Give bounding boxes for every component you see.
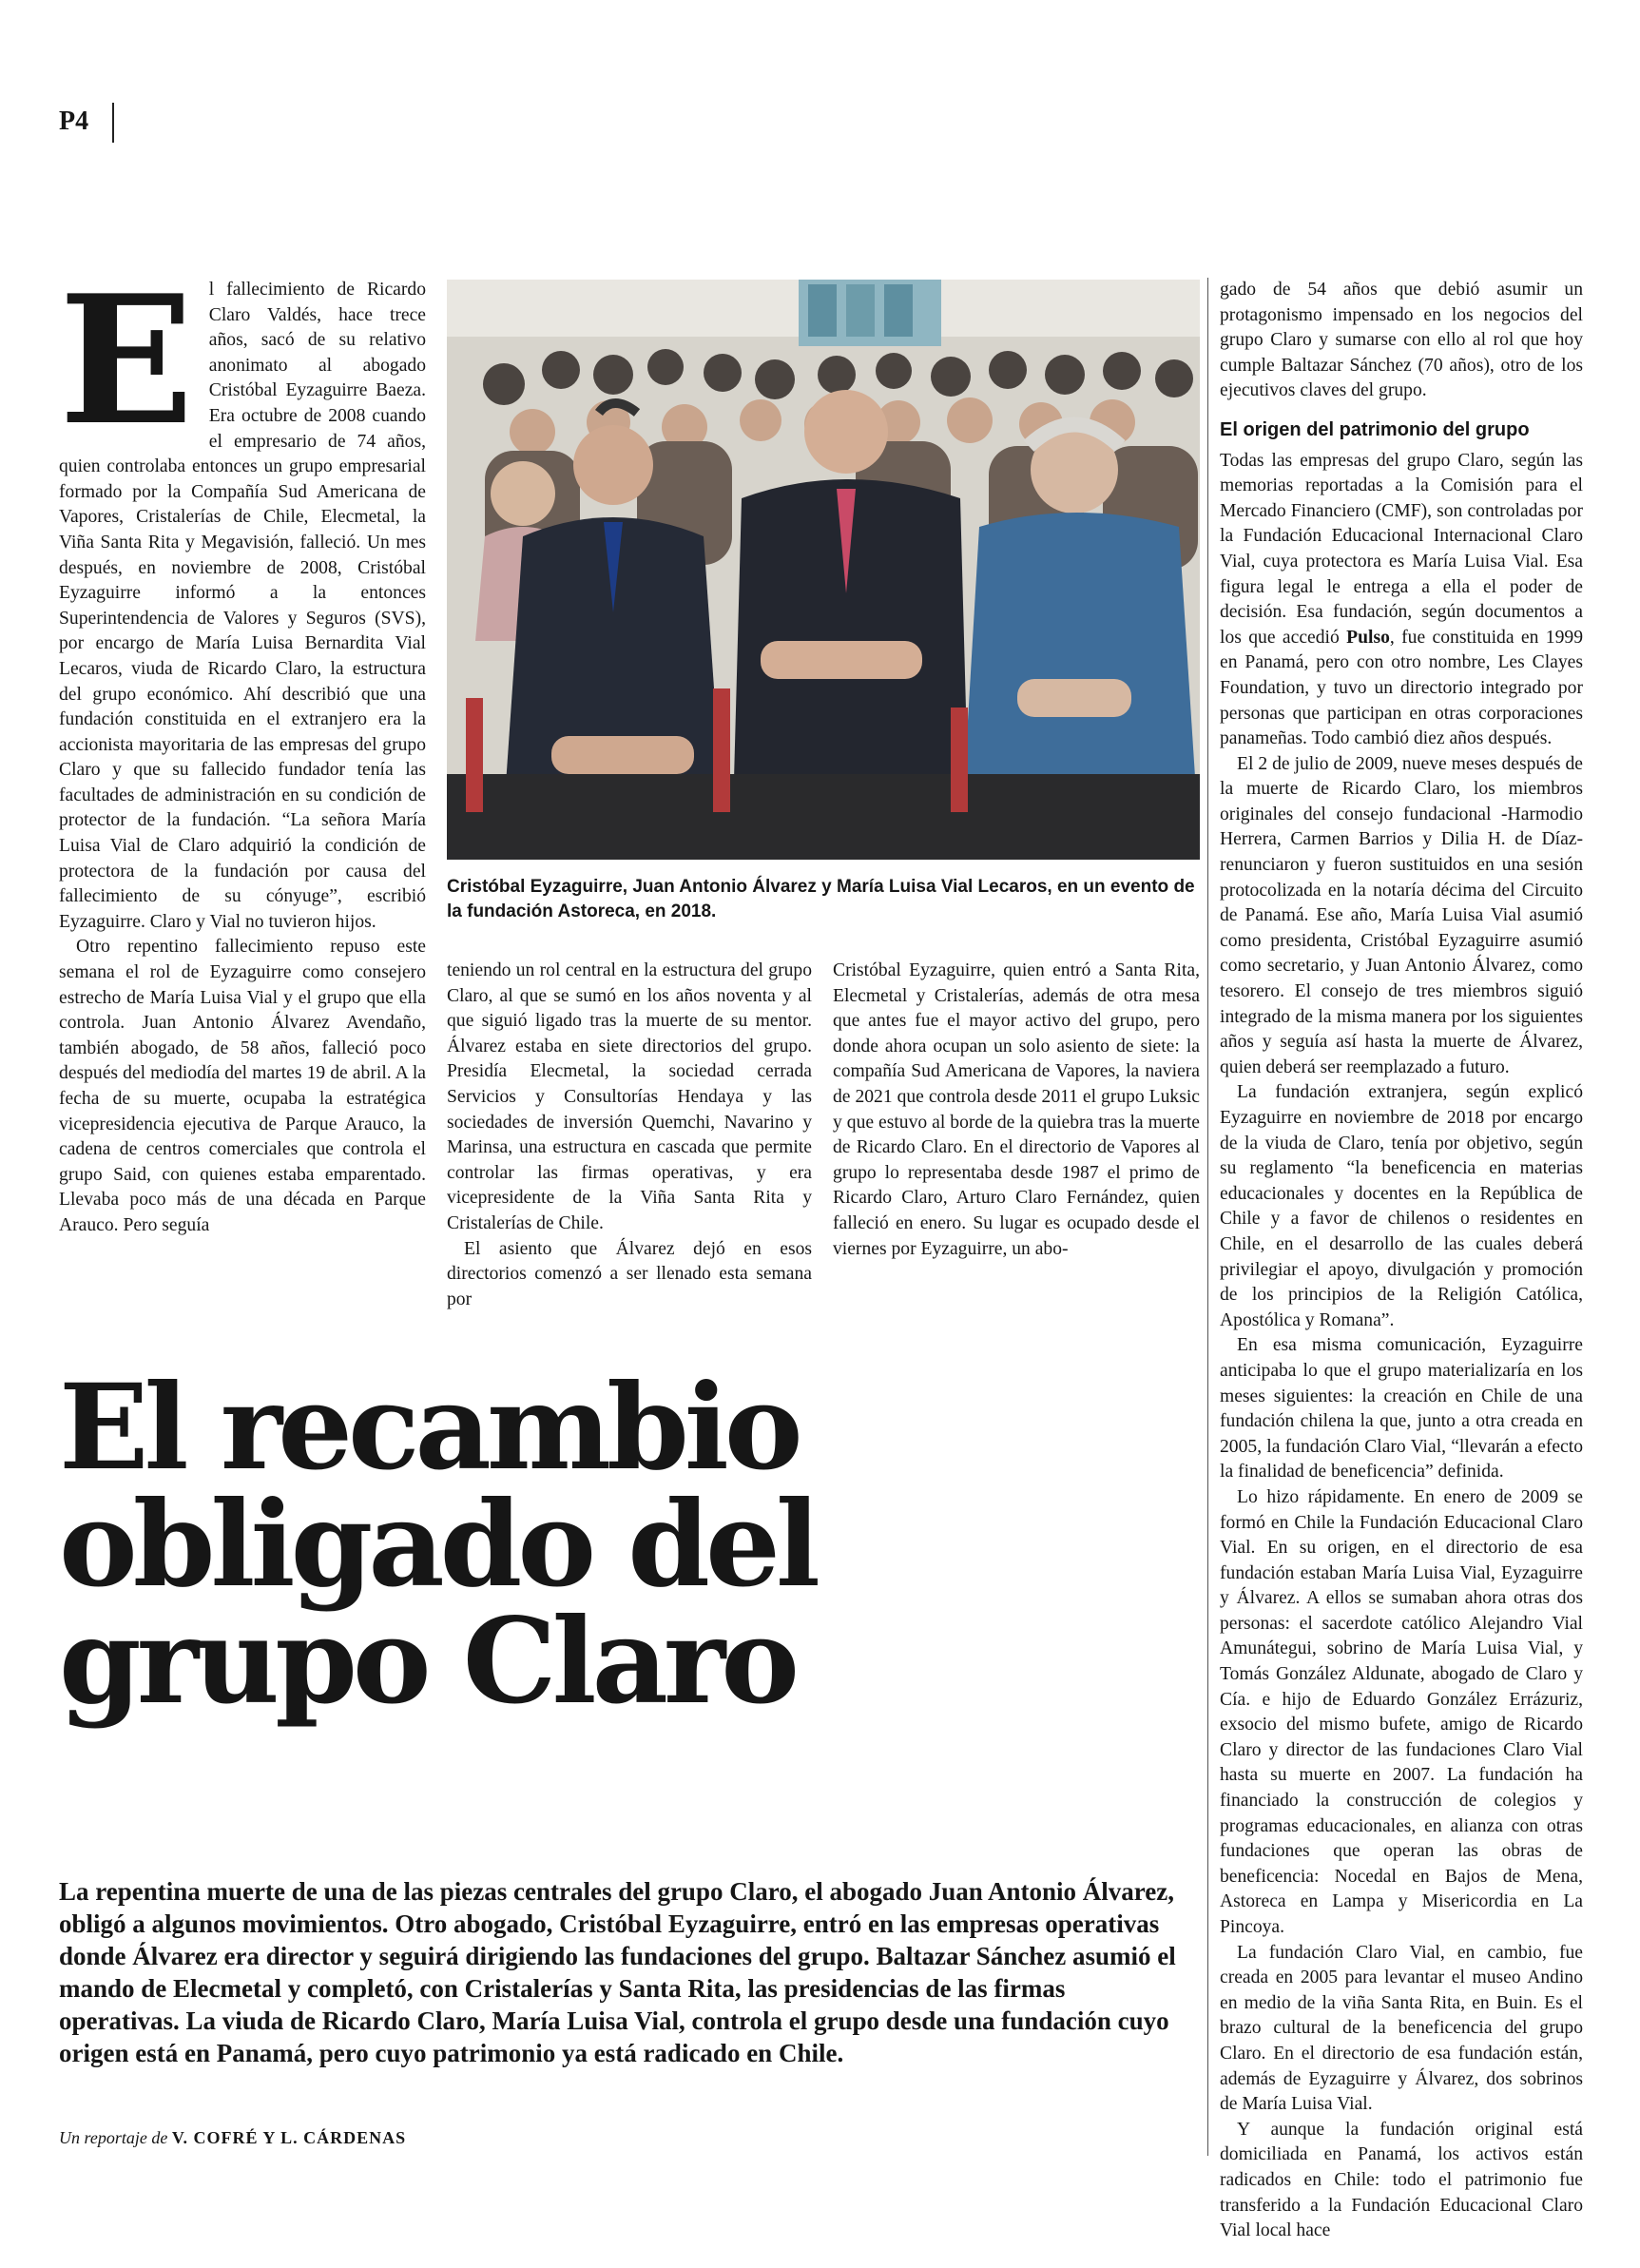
article-column-4 (1220, 278, 1583, 2244)
drop-cap: E (59, 256, 194, 464)
headline (59, 1359, 1200, 1731)
publication-name: Pulso (1346, 627, 1390, 648)
byline (59, 2128, 406, 2148)
photo-caption: Cristóbal Eyzaguirre, Juan Antonio Álvarez y María Luisa Vial Lecaros, en un evento de la fundación Astoreca, en 2018. (447, 877, 1195, 921)
column-divider (1207, 278, 1208, 2156)
deck: La repentina muerte de una de las piezas centrales del grupo Claro, el abogado Juan Antonio Álvarez, obligó a algunos movimientos. Otro abogado, Cristóbal Eyzaguirre, entró en las empresas operativas donde Álvarez era director y seguirá dirigiendo las fundaciones del grupo. Baltazar Sánchez asumió el mando de Elecmetal y completó, con Cristalerías y Santa Rita, las presidencias de las firmas operativas. La viuda de Ricardo Claro, María Luisa Vial, controla el grupo desde una fundación cuyo origen está en Panamá, pero cuyo patrimonio ya está radicado en Chile. (59, 1877, 1176, 2067)
article-paragraph: Cristóbal Eyzaguirre, quien entró a Santa Rita, Elecmetal y Cristalerías, además de otra mesa que antes fue el mayor activo del grupo, pero donde ahora ocupan un solo asiento de siete: la compañía Sud Americana de Vapores, la naviera de 2021 que controla desde 2011 el grupo Luksic y que estuvo al borde de la quiebra tras la muerte de Ricardo Claro. En el directorio de Vapores al grupo lo representaba desde 1987 el primo de Ricardo Claro, Arturo Claro Fernández, quien falleció en enero. Su lugar es ocupado desde el viernes por Eyzaguirre, un abo- (833, 960, 1200, 1259)
byline-prefix: Un reportaje de (59, 2128, 168, 2147)
headline-line: El recambio (59, 1359, 799, 1497)
article-paragraph: La fundación Claro Vial, en cambio, fue creada en 2005 para levantar el museo Andino en medio de la viña Santa Rita, en Buin. Es el brazo cultural de la beneficencia del grupo Claro. En el directorio de esa fundación están, además de Eyzaguirre y Álvarez, dos sobrinos de María Luisa Vial. (1220, 1942, 1583, 2115)
headline-line: grupo Claro (59, 1593, 795, 1731)
article-paragraph: Y aunque la fundación original está domiciliada en Panamá, los activos están radicados en Chile: todo el patrimonio fue transferido a la Fundación Educacional Claro Vial local hace (1220, 2119, 1583, 2241)
article-paragraph: gado de 54 años que debió asumir un protagonismo impensado en los negocios del grupo Claro y sumarse con ello al rol que hoy cumple Baltazar Sánchez (70 años), otro de los ejecutivos claves del grupo. (1220, 280, 1583, 401)
article-paragraph: teniendo un rol central en la estructura del grupo Claro, al que se sumó en los años noventa y al que siguió ligado tras la muerte de su mentor. Álvarez estaba en siete directorios del grupo. Presidía Elecmetal, la sociedad cerrada Servicios y Consultorías Hendaya y las sociedades de inversión Quemchi, Navarino y Marinsa, una estructura en cascada que permite controlar las firmas operativas, y era vicepresidente de la Viña Santa Rita y Cristalerías de Chile. (447, 960, 812, 1233)
article-column-2 (447, 959, 812, 1312)
event-photo-illustration (447, 280, 1200, 860)
headline-line: obligado del (59, 1476, 816, 1614)
article-column-1 (59, 256, 426, 1239)
article-paragraph: El asiento que Álvarez dejó en esos directorios comenzó a ser llenado esta semana por (447, 1238, 812, 1309)
article-paragraph: Otro repentino fallecimiento repuso este semana el rol de Eyzaguirre como consejero estrecho de María Luisa Vial y el grupo que ella controla. Juan Antonio Álvarez Avendaño, también abogado, de 58 años, falleció poco después del mediodía del martes 19 de abril. A la fecha de su muerte, ocupaba la estratégica vicepresidencia ejecutiva de Parque Arauco, la cadena de centros comerciales que controla el grupo Said, con quienes estaba emparentado. Llevaba poco más de una década en Parque Arauco. Pero seguía (59, 937, 426, 1235)
article-column-3 (833, 959, 1200, 1262)
article-paragraph: En esa misma comunicación, Eyzaguirre anticipaba lo que el grupo materializaría en los meses siguientes: la creación en Chile de una fundación chilena la que, junto a otra creada en 2005, la fundación Claro Vial, “llevarán a efecto la finalidad de beneficencia” definida. (1220, 1335, 1583, 1483)
page-number: P4 (59, 107, 89, 136)
event-photo (447, 280, 1200, 860)
section-subhead: El origen del patrimonio del grupo (1220, 418, 1530, 440)
article-paragraph: La fundación extranjera, según explicó Eyzaguirre en noviembre de 2018 por encargo de la viuda de Claro, tenía por objetivo, según su reglamento “la beneficencia en materias educacionales y docentes en la República de Chile y a favor de chilenos o residentes en Chile, en el desarrollo de las cuales deberá privilegiar el apoyo, divulgación y promoción de los principios de la Religión Católica, Apostólica y Romana”. (1220, 1082, 1583, 1330)
article-paragraph: l fallecimiento de Ricardo Claro Valdés, hace trece años, sacó de su relativo anonimato al abogado Cristóbal Eyzaguirre Baeza. Era octubre de 2008 cuando el empresario de 74 años, quien controlaba entonces un grupo empresarial formado por la Compañía Sud Americana de Vapores, Cristalerías de Chile, Elecmetal, la Viña Santa Rita y Megavisión, falleció. Un mes después, en noviembre de 2008, Cristóbal Eyzaguirre informó a la entonces Superintendencia de Valores y Seguros (SVS), por encargo de María Luisa Bernardita Vial Lecaros, viuda de Ricardo Claro, la estructura del grupo económico. Ahí describió que una fundación constituida en el extranjero era la accionista mayoritaria de las empresas del grupo Claro y que su fallecido fundador tenía las facultades de administración en su condición de protector de la fundación. “La señora María Luisa Vial de Claro adquirió la condición de protectora de la fundación por causa del fallecimiento de su cónyuge”, escribió Eyzaguirre. Claro y Vial no tuvieron hijos. (59, 280, 426, 932)
byline-authors: V. COFRÉ Y L. CÁRDENAS (171, 2128, 407, 2147)
paragraph-text: , fue constituida en 1999 en Panamá, pero con otro nombre, Les Clayes Foundation, y tuvo un directorio integrado por personas que participan en otras corporaciones panameñas. Todo cambió diez años después. (1220, 627, 1583, 749)
article-paragraph: Lo hizo rápidamente. En enero de 2009 se formó en Chile la Fundación Educacional Claro Vial. En su origen, en el directorio de esa fundación estaban María Luisa Vial, Eyzaguirre y Álvarez. A ellos se sumaban ahora otras dos personas: el sacerdote católico Alejandro Vial Amunátegui, sobrino de María Luisa Vial, y Tomás González Aldunate, abogado de Claro y Cía. e hijo de Eduardo González Errázuriz, exsocio del mismo bufete, amigo de Ricardo Claro y director de las fundaciones Claro Vial hasta su muerte en 2007. La fundación ha financiado la construcción de colegios y programas educacionales, en alianza con otras fundaciones que operan las obras de beneficencia: Nocedal en Bajos de Mena, Astoreca en Lampa y Misericordia en La Pincoya. (1220, 1486, 1583, 1937)
article-paragraph: El 2 de julio de 2009, nueve meses después de la muerte de Ricardo Claro, los miembros originales del consejo fundacional -Harmodio Herrera, Carmen Barrios y Dilia H. de Díaz- renunciaron y fueron sustituidos en una sesión protocolizada en la notaría décima del Circuito de Panamá. Ese año, María Luisa Vial asumió como presidenta, Cristóbal Eyzaguirre asumió como secretario, y Juan Antonio Álvarez, como tesorero. El consejo de tres miembros siguió integrado de la misma manera por los siguientes años y seguía así hasta la muerte de Álvarez, quien deberá ser reemplazado a futuro. (1220, 753, 1583, 1077)
page-number-rule (112, 103, 114, 143)
paragraph-text: Todas las empresas del grupo Claro, según las memorias reportadas a la Comisión para el Mercado Financiero (CMF), son controladas por la Fundación Educacional Internacional Claro Vial, cuya protectora es María Luisa Vial. Esa figura legal le entrega a ella el poder de decisión. Esa fundación, según documentos a los que accedió (1220, 450, 1583, 648)
article-paragraph (1220, 449, 1583, 752)
